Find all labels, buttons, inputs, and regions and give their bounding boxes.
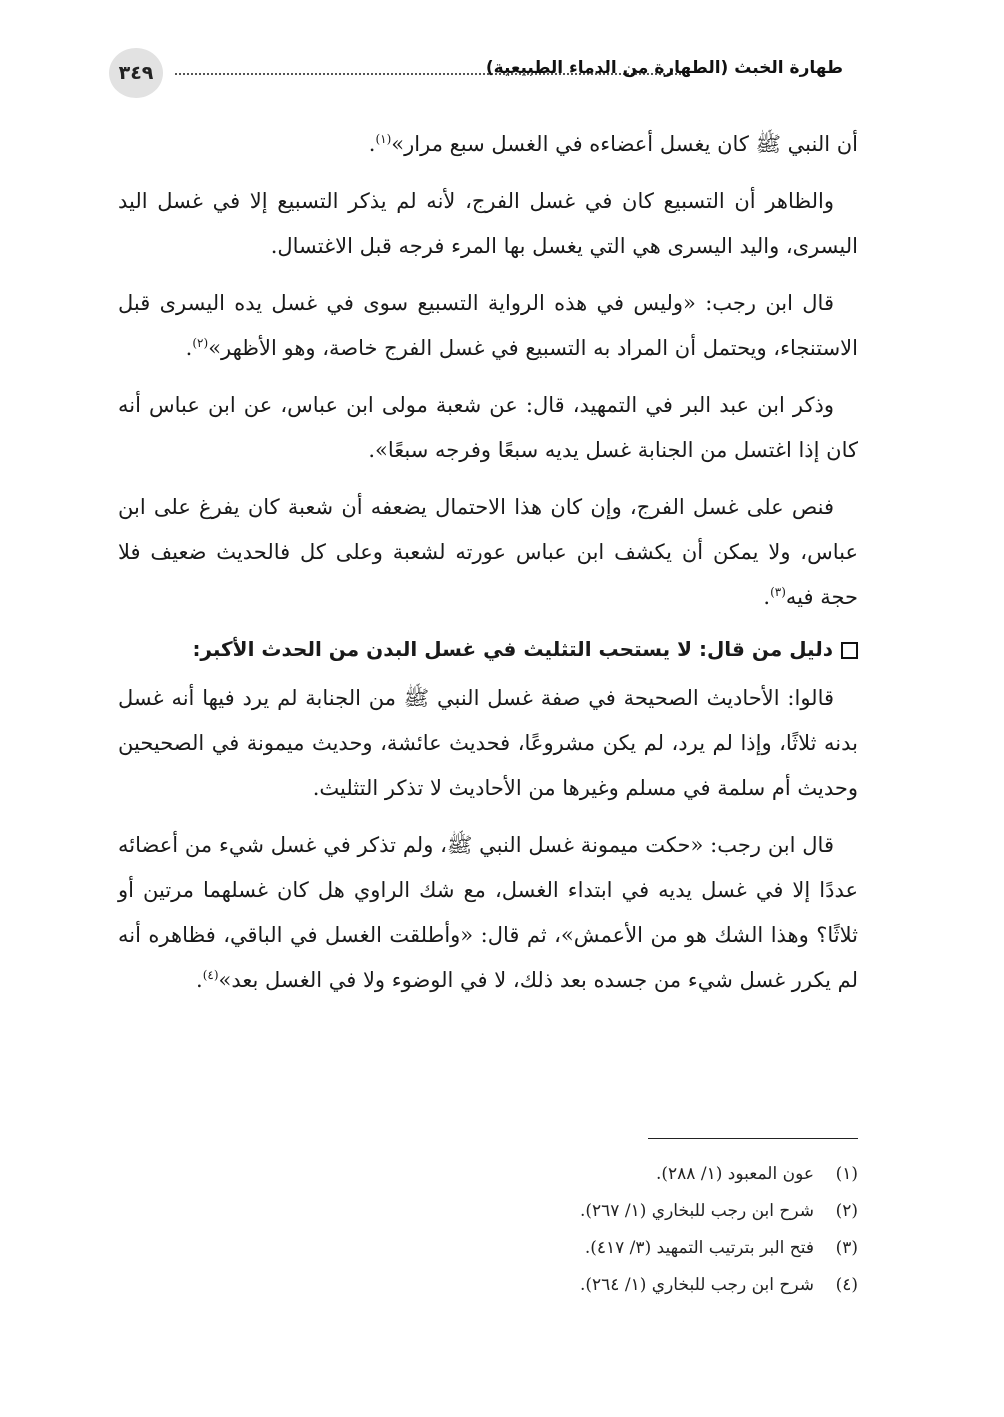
footnote-number: (٣) xyxy=(835,1238,858,1258)
footnote-text: شرح ابن رجب للبخاري (١/ ٢٦٤). xyxy=(580,1275,814,1295)
footnote-ref-1: (١) xyxy=(375,132,392,146)
paragraph-1-end: . xyxy=(368,132,376,156)
paragraph-4: وذكر ابن عبد البر في التمهيد، قال: عن شعبة مولى ابن عباس، عن ابن عباس أنه كان إذا اغتسل من الجنابة غسل يديه سبعًا وفرجه سبعًا». xyxy=(118,393,858,462)
paragraph-3-text: قال ابن رجب: «وليس في هذه الرواية التسبيع سوى في غسل يده اليسرى قبل الاستنجاء، ويحتمل أن المراد به التسبيع في غسل الفرج خاصة، وهو الأظهر» xyxy=(118,291,858,360)
paragraph-1 xyxy=(118,122,858,167)
running-title: طهارة الخبث (الطهارة من الدماء الطبيعية) xyxy=(485,58,843,78)
footnote-text: عون المعبود (١/ ٢٨٨). xyxy=(656,1164,814,1184)
footnote-separator xyxy=(648,1138,858,1139)
footnote-number: (٢) xyxy=(835,1201,858,1221)
footnote-item xyxy=(298,1193,858,1230)
paragraph-5-end: . xyxy=(763,585,771,609)
square-bullet-icon xyxy=(841,642,858,659)
main-text xyxy=(118,122,858,1015)
paragraph-7 xyxy=(118,823,858,1003)
paragraph-7-text: قال ابن رجب: «حكت ميمونة غسل النبي ﷺ، ولم تذكر في غسل شيء من أعضائه عددًا إلا في غسل يديه في ابتداء الغسل، مع شك الراوي هل كان غسلهما مرتين أو ثلاثًا؟ وهذا الشك هو من الأعمش»، ثم قال: «وأطلقت الغسل في الباقي، فظاهره أنه لم يكرر غسل شيء من جسده بعد ذلك، لا في الوضوء ولا في الغسل بعد» xyxy=(118,833,858,992)
footnote-item xyxy=(298,1230,858,1267)
footnote-item xyxy=(298,1267,858,1304)
section-heading xyxy=(118,632,858,666)
footnote-number: (١) xyxy=(835,1164,858,1184)
section-heading-text: دليل من قال: لا يستحب التثليث في غسل البدن من الحدث الأكبر: xyxy=(192,637,833,661)
paragraph-5 xyxy=(118,485,858,620)
footnote-ref-4: (٤) xyxy=(202,968,219,982)
paragraph-3 xyxy=(118,281,858,371)
paragraph-2: والظاهر أن التسبيع كان في غسل الفرج، لأنه لم يذكر التسبيع إلا في غسل اليد اليسرى، واليد اليسرى هي التي يغسل بها المرء فرجه قبل الاغتسال. xyxy=(118,189,858,258)
page-number: ٣٤٩ xyxy=(109,48,163,98)
page-header xyxy=(105,48,865,98)
footnote-text: شرح ابن رجب للبخاري (١/ ٢٦٧). xyxy=(580,1201,814,1221)
paragraph-3-end: . xyxy=(185,336,193,360)
footnote-ref-2: (٢) xyxy=(192,336,209,350)
footnote-ref-3: (٣) xyxy=(770,585,786,599)
footnotes xyxy=(298,1156,858,1304)
paragraph-5-text: فنص على غسل الفرج، وإن كان هذا الاحتمال يضعفه أن شعبة كان يفرغ على ابن عباس، ولا يمكن أن يكشف ابن عباس عورته لشعبة وعلى كل فالحديث ضعيف فلا حجة فيه xyxy=(118,495,858,609)
paragraph-1-text: أن النبي ﷺ كان يغسل أعضاءه في الغسل سبع مرار» xyxy=(391,132,858,156)
footnote-text: فتح البر بترتيب التمهيد (٣/ ٤١٧). xyxy=(584,1238,814,1258)
paragraph-6: قالوا: الأحاديث الصحيحة في صفة غسل النبي ﷺ من الجنابة لم يرد فيها أنه غسل بدنه ثلاثًا، وإذا لم يرد، لم يكن مشروعًا، فحديث عائشة، وحديث ميمونة في الصحيحين وحديث أم سلمة في مسلم وغيرها من الأحاديث لا تذكر التثليث. xyxy=(118,686,858,800)
paragraph-7-end: . xyxy=(196,968,203,992)
footnote-item xyxy=(298,1156,858,1193)
footnote-number: (٤) xyxy=(835,1275,858,1295)
